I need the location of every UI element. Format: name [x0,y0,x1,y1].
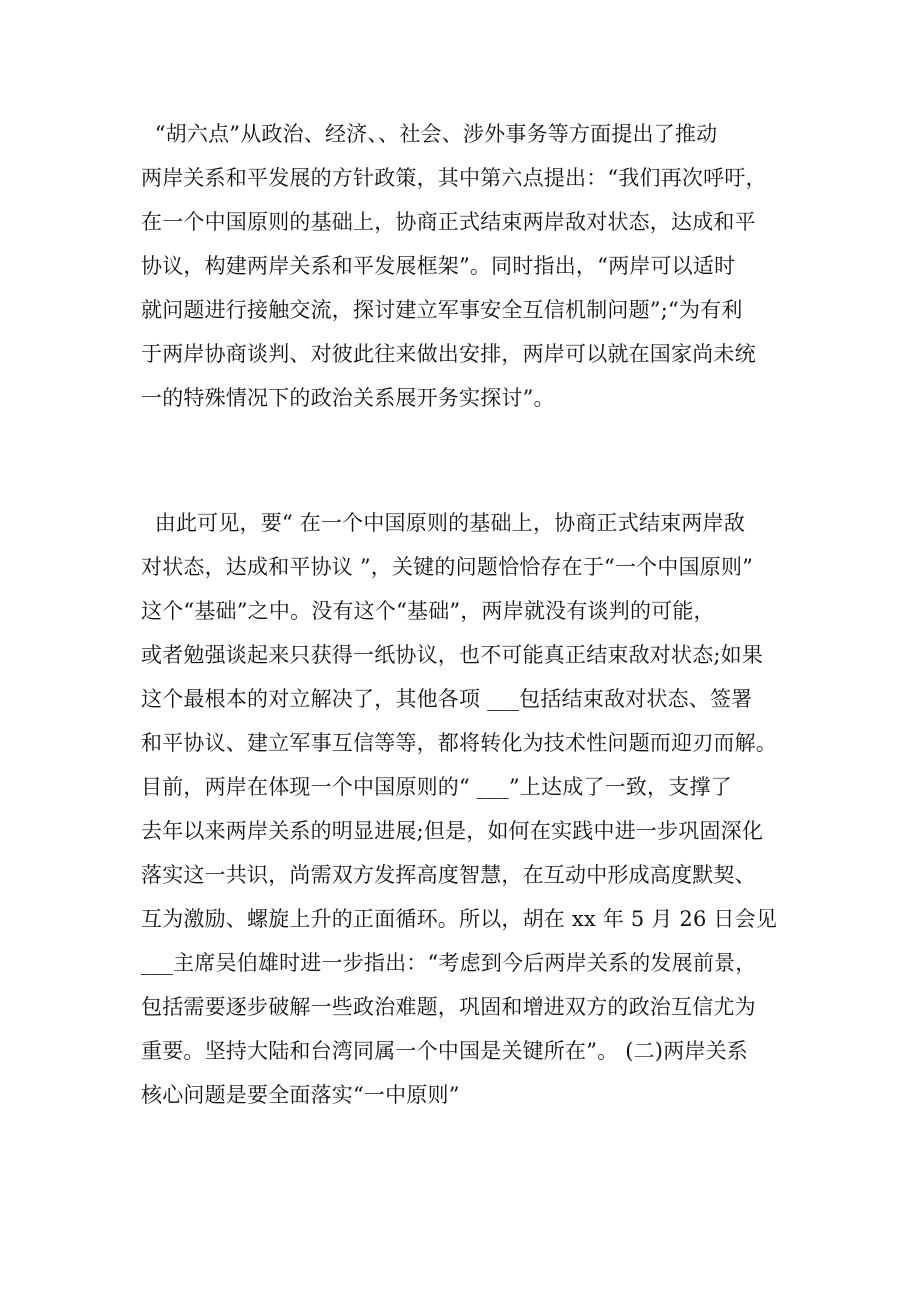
text-line: 互为激励、螺旋上升的正面循环。所以，胡在 xx 年 5 月 26 日会见 [141,907,778,931]
text-line: 由此可见，要“ 在一个中国原则的基础上，协商正式结束两岸敌 [141,511,745,535]
text-line: ___主席吴伯雄时进一步指出：“考虑到今后两岸关系的发展前景， [141,951,757,975]
text-line: 就问题进行接触交流，探讨建立军事安全互信机制问题”;“为有利 [141,298,743,322]
text-line: 两岸关系和平发展的方针政策，其中第六点提出：“我们再次呼吁， [141,166,767,190]
text-line: 落实这一共识，尚需双方发挥高度智慧，在互动中形成高度默契、 [141,863,756,887]
text-line: 目前，两岸在体现一个中国原则的“ ___”上达成了一致，支撑了 [141,775,732,799]
text-line: 重要。坚持大陆和台湾同属一个中国是关键所在”。 (二)两岸关系 [141,1039,748,1063]
text-line: 去年以来两岸关系的明显进展;但是，如何在实践中进一步巩固深化 [141,819,764,843]
text-line: 对状态，达成和平协议 ”，关键的问题恰恰存在于“一个中国原则” [141,555,754,579]
text-line: 和平协议、建立军事互信等等，都将转化为技术性问题而迎刃而解。 [141,731,777,755]
text-line: 一的特殊情况下的政治关系展开务实探讨”。 [141,386,555,410]
text-line: 在一个中国原则的基础上，协商正式结束两岸敌对状态，达成和平 [141,210,756,234]
text-line: 协议，构建两岸关系和平发展框架”。同时指出，“两岸可以适时 [141,254,736,278]
text-line: 包括需要逐步破解一些政治难题，巩固和增进双方的政治互信尤为 [141,995,756,1019]
text-line: 这个最根本的对立解决了，其他各项 ___包括结束敌对状态、签署 [141,687,753,711]
text-line: “胡六点”从政治、经济、、社会、涉外事务等方面提出了推动 [141,122,718,146]
text-line: 或者勉强谈起来只获得一纸协议，也不可能真正结束敌对状态;如果 [141,643,764,667]
text-line: 核心问题是要全面落实“一中原则” [141,1083,460,1107]
text-line: 这个“基础”之中。没有这个“基础”，两岸就没有谈判的可能， [141,599,715,623]
text-line: 于两岸协商谈判、对彼此往来做出安排，两岸可以就在国家尚未统 [141,342,756,366]
